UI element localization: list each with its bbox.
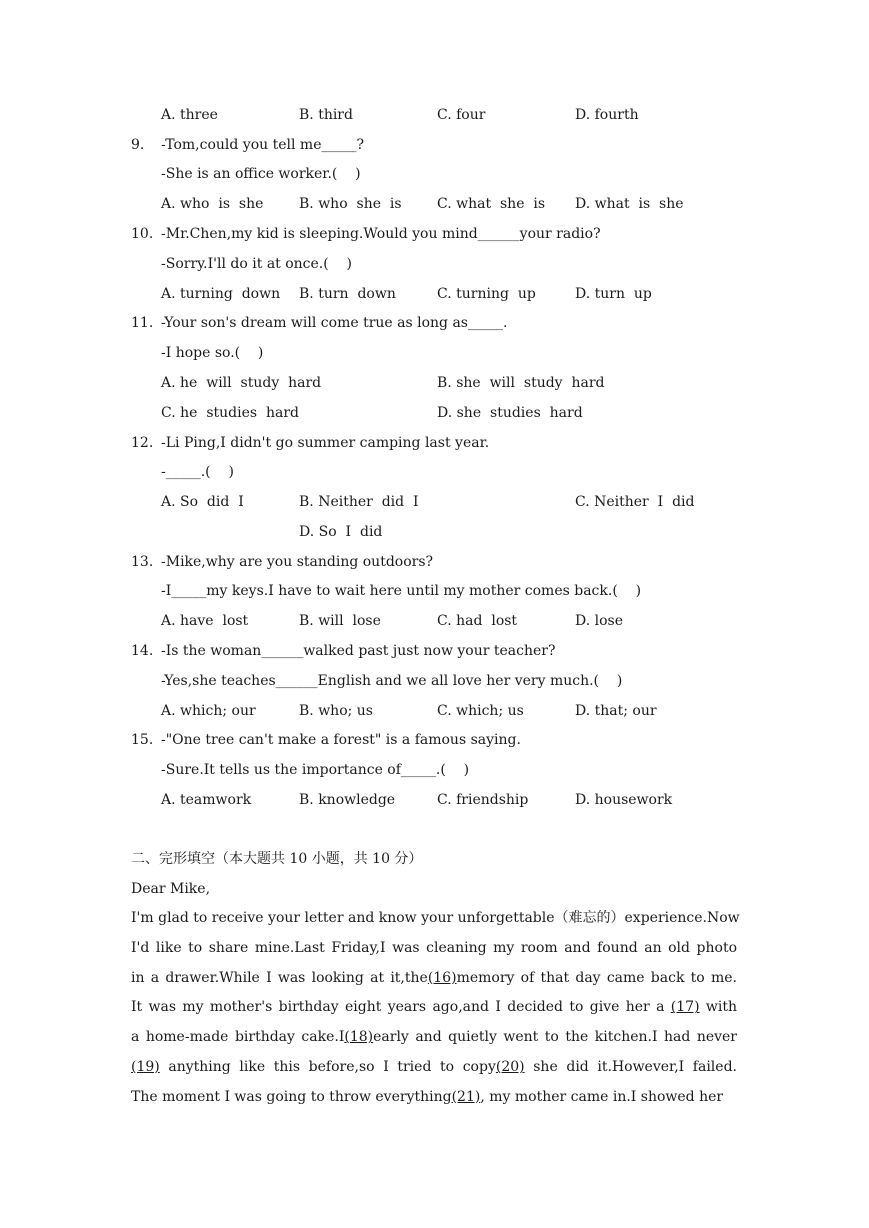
q12-option-b: B. Neither did I (299, 494, 419, 510)
q10-option-c: C. turning up (437, 286, 536, 302)
q12-number: 12. (131, 435, 154, 451)
q10-reply: -Sorry.I'll do it at once.( ) (161, 256, 352, 272)
q13-option-b: B. will lose (299, 613, 381, 629)
q15-option-b: B. knowledge (299, 792, 396, 808)
passage-line (131, 964, 737, 994)
blank-number: (20) (495, 1058, 525, 1075)
q11-stem: -Your son's dream will come true as long as_____. (161, 315, 508, 331)
q14-option-d: D. that; our (575, 703, 657, 719)
q9-option-b: B. who she is (299, 196, 402, 212)
section-heading: 二、完形填空（本大题共 10 小题，共 10 分） (131, 851, 423, 867)
q14-option-c: C. which; us (437, 703, 524, 719)
blank-number: (18) (344, 1029, 374, 1046)
passage-text: with (699, 999, 738, 1016)
passage-line (131, 904, 740, 934)
q8-option-d: D. fourth (575, 107, 639, 123)
passage-text: , my mother came in.I showed her (480, 1088, 724, 1105)
q10-option-b: B. turn down (299, 286, 396, 302)
q10-option-d: D. turn up (575, 286, 652, 302)
q8-option-b: B. third (299, 107, 353, 123)
passage-text: The moment I was going to throw everything (131, 1088, 452, 1105)
passage-text: I'd like to share mine.Last Friday,I was cleaning my room and found an old photo (131, 939, 737, 956)
q15-option-a: A. teamwork (161, 792, 252, 808)
q15-stem: -"One tree can't make a forest" is a famous saying. (161, 732, 521, 748)
q9-option-c: C. what she is (437, 196, 546, 212)
q13-number: 13. (131, 554, 154, 570)
passage-text: memory of that day came back to me. (456, 969, 737, 986)
q11-number: 11. (131, 315, 154, 331)
q14-option-a: A. which; our (161, 703, 256, 719)
passage-text: It was my mother's birthday eight years ago,and I decided to give her a (131, 999, 671, 1016)
passage-text: in a drawer.While I was looking at it,the (131, 969, 428, 986)
q12-option-d: D. So I did (299, 524, 383, 540)
blank-number: (19) (131, 1058, 160, 1075)
blank-number: (17) (670, 999, 700, 1016)
q12-option-c: C. Neither I did (575, 494, 695, 510)
q13-reply: -I_____my keys.I have to wait here until my mother comes back.( ) (161, 583, 642, 599)
passage-text: I'm glad to receive your letter and know your unforgettable（难忘的）experience.Now (131, 910, 740, 926)
passage-text: early and quietly went to the kitchen.I had never (373, 1029, 738, 1046)
passage-line (131, 993, 737, 1023)
q11-option-a: A. he will study hard (161, 375, 322, 391)
q14-reply: -Yes,she teaches______English and we all love her very much.( ) (161, 673, 623, 689)
q15-number: 15. (131, 732, 154, 748)
q14-number: 14. (131, 643, 154, 659)
q13-option-a: A. have lost (161, 613, 249, 629)
q13-stem: -Mike,why are you standing outdoors? (161, 554, 434, 570)
q11-reply: -I hope so.( ) (161, 345, 264, 361)
blank-number: (21) (451, 1088, 481, 1105)
q12-stem: -Li Ping,I didn't go summer camping last year. (161, 435, 490, 451)
q8-option-a: A. three (161, 107, 218, 123)
q15-option-c: C. friendship (437, 792, 529, 808)
q10-number: 10. (131, 226, 154, 242)
passage-text: she did it.However,I failed. (524, 1058, 737, 1075)
q9-number: 9. (131, 137, 145, 153)
q15-option-d: D. housework (575, 792, 673, 808)
letter-salutation: Dear Mike, (131, 881, 211, 897)
q14-option-b: B. who; us (299, 703, 373, 719)
q9-reply: -She is an office worker.( ) (161, 166, 361, 182)
q11-option-c: C. he studies hard (161, 405, 299, 421)
cloze-passage (131, 904, 740, 1113)
passage-line (131, 934, 737, 964)
passage-text: a home-made birthday cake.I (131, 1029, 345, 1046)
q8-option-c: C. four (437, 107, 486, 123)
q10-option-a: A. turning down (161, 286, 281, 302)
q15-reply: -Sure.It tells us the importance of_____.( ) (161, 762, 470, 778)
passage-line (131, 1083, 737, 1113)
q13-option-d: D. lose (575, 613, 624, 629)
q9-option-d: D. what is she (575, 196, 684, 212)
passage-line (131, 1023, 737, 1053)
q10-stem: -Mr.Chen,my kid is sleeping.Would you mind______your radio? (161, 226, 601, 242)
passage-text: anything like this before,so I tried to copy (159, 1058, 496, 1075)
blank-number: (16) (427, 969, 457, 986)
q11-option-d: D. she studies hard (437, 405, 583, 421)
passage-line (131, 1053, 737, 1083)
q14-stem: -Is the woman______walked past just now your teacher? (161, 643, 556, 659)
q12-option-a: A. So did I (161, 494, 244, 510)
q13-option-c: C. had lost (437, 613, 518, 629)
q11-option-b: B. she will study hard (437, 375, 605, 391)
q12-reply: -_____.( ) (161, 464, 234, 480)
q9-option-a: A. who is she (161, 196, 264, 212)
q9-stem: -Tom,could you tell me_____? (161, 137, 364, 153)
